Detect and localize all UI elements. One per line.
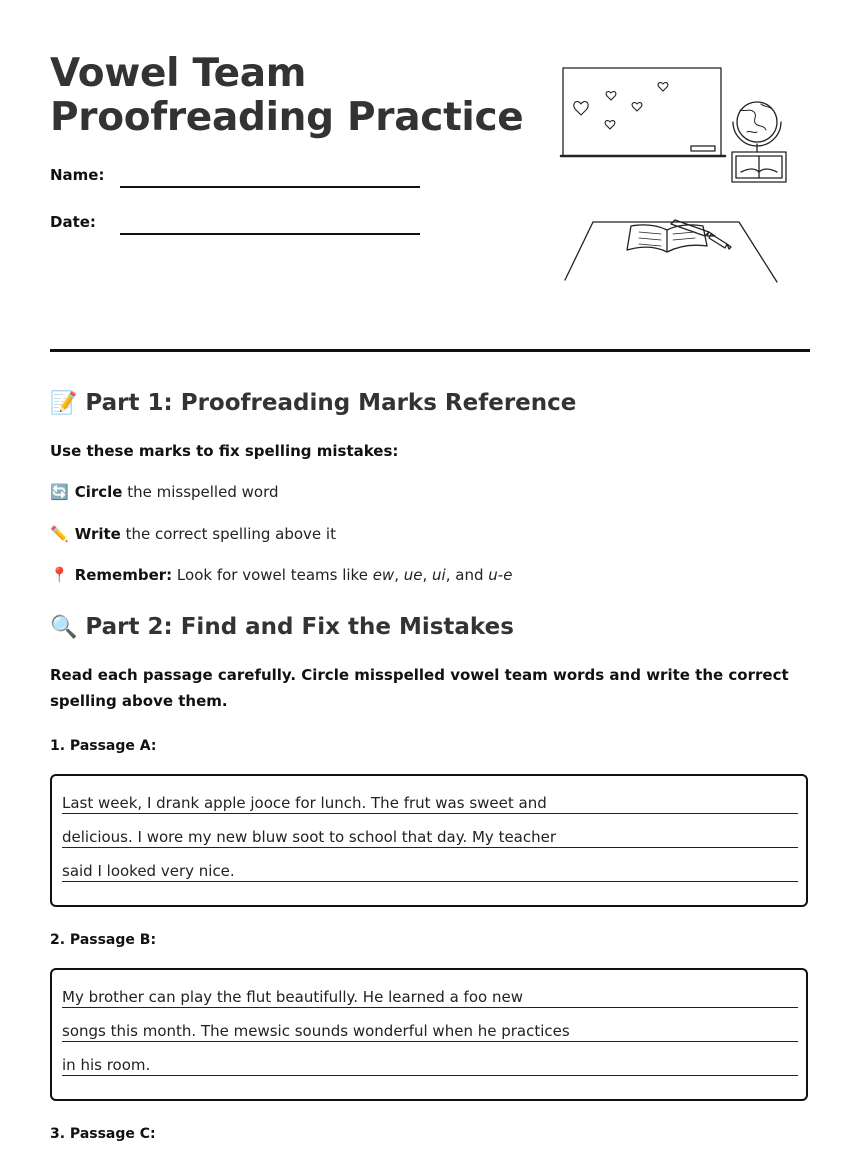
mark-text: the misspelled word xyxy=(122,483,279,501)
magnifier-icon: 🔍 xyxy=(50,614,78,640)
part1-heading-text: Part 1: Proofreading Marks Reference xyxy=(85,390,577,416)
globe xyxy=(732,102,786,182)
team-ew: ew xyxy=(372,566,395,584)
team-ue: ue xyxy=(403,566,423,584)
team-ui: ui xyxy=(432,566,446,584)
mark-bold: Circle xyxy=(74,483,123,501)
passage-line: in his room. xyxy=(62,1042,798,1076)
passage-c-label: 3. Passage C: xyxy=(50,1126,156,1142)
title-line-2: Proofreading Practice xyxy=(50,95,524,140)
pin-icon: 📍 xyxy=(50,566,69,584)
mark-text: Look for vowel teams like xyxy=(172,566,373,584)
passage-a-label: 1. Passage A: xyxy=(50,738,157,754)
open-book xyxy=(627,225,707,252)
passage-line: Last week, I drank apple jooce for lunch. The frut was sweet and xyxy=(62,780,798,814)
pencils xyxy=(671,220,731,249)
cycle-arrows-icon: 🔄 xyxy=(50,483,69,501)
desk xyxy=(565,222,777,282)
classroom-illustration xyxy=(555,60,795,290)
date-field[interactable] xyxy=(120,233,420,235)
name-label: Name: xyxy=(50,166,105,184)
mark-item-remember: 📍 Remember: Look for vowel teams like ew, ue, ui, and u-e xyxy=(50,566,513,584)
part1-intro: Use these marks to fix spelling mistakes: xyxy=(50,442,399,460)
passage-a-box xyxy=(50,774,808,907)
mark-bold: Remember: xyxy=(74,566,173,584)
section-divider xyxy=(50,349,810,352)
team-u-e: u-e xyxy=(488,566,513,584)
mark-text: the correct spelling above it xyxy=(120,525,336,543)
part2-heading xyxy=(50,614,514,640)
part2-heading-text: Part 2: Find and Fix the Mistakes xyxy=(85,614,514,640)
part2-instructions: Read each passage carefully. Circle misspelled vowel team words and write the correct spelling above them. xyxy=(50,666,789,710)
chalkboard xyxy=(563,68,721,156)
date-label: Date: xyxy=(50,213,96,231)
part1-heading xyxy=(50,390,576,416)
passage-line: delicious. I wore my new bluw soot to school that day. My teacher xyxy=(62,814,798,848)
mark-item-write xyxy=(50,525,336,543)
pencil-icon: ✏️ xyxy=(50,525,69,543)
and-word: and xyxy=(455,566,484,584)
passage-line: said I looked very nice. xyxy=(62,848,798,882)
page-title xyxy=(50,52,523,140)
passage-line: My brother can play the flut beautifully. He learned a foo new xyxy=(62,974,798,1008)
heart-doodles xyxy=(574,83,668,129)
mark-bold: Write xyxy=(74,525,121,543)
passage-b-box xyxy=(50,968,808,1101)
name-field[interactable] xyxy=(120,186,420,188)
memo-icon: 📝 xyxy=(50,390,78,416)
mark-item-circle xyxy=(50,483,279,501)
passage-b-label: 2. Passage B: xyxy=(50,932,157,948)
title-line-1: Vowel Team xyxy=(50,51,307,96)
passage-line: songs this month. The mewsic sounds wonderful when he practices xyxy=(62,1008,798,1042)
